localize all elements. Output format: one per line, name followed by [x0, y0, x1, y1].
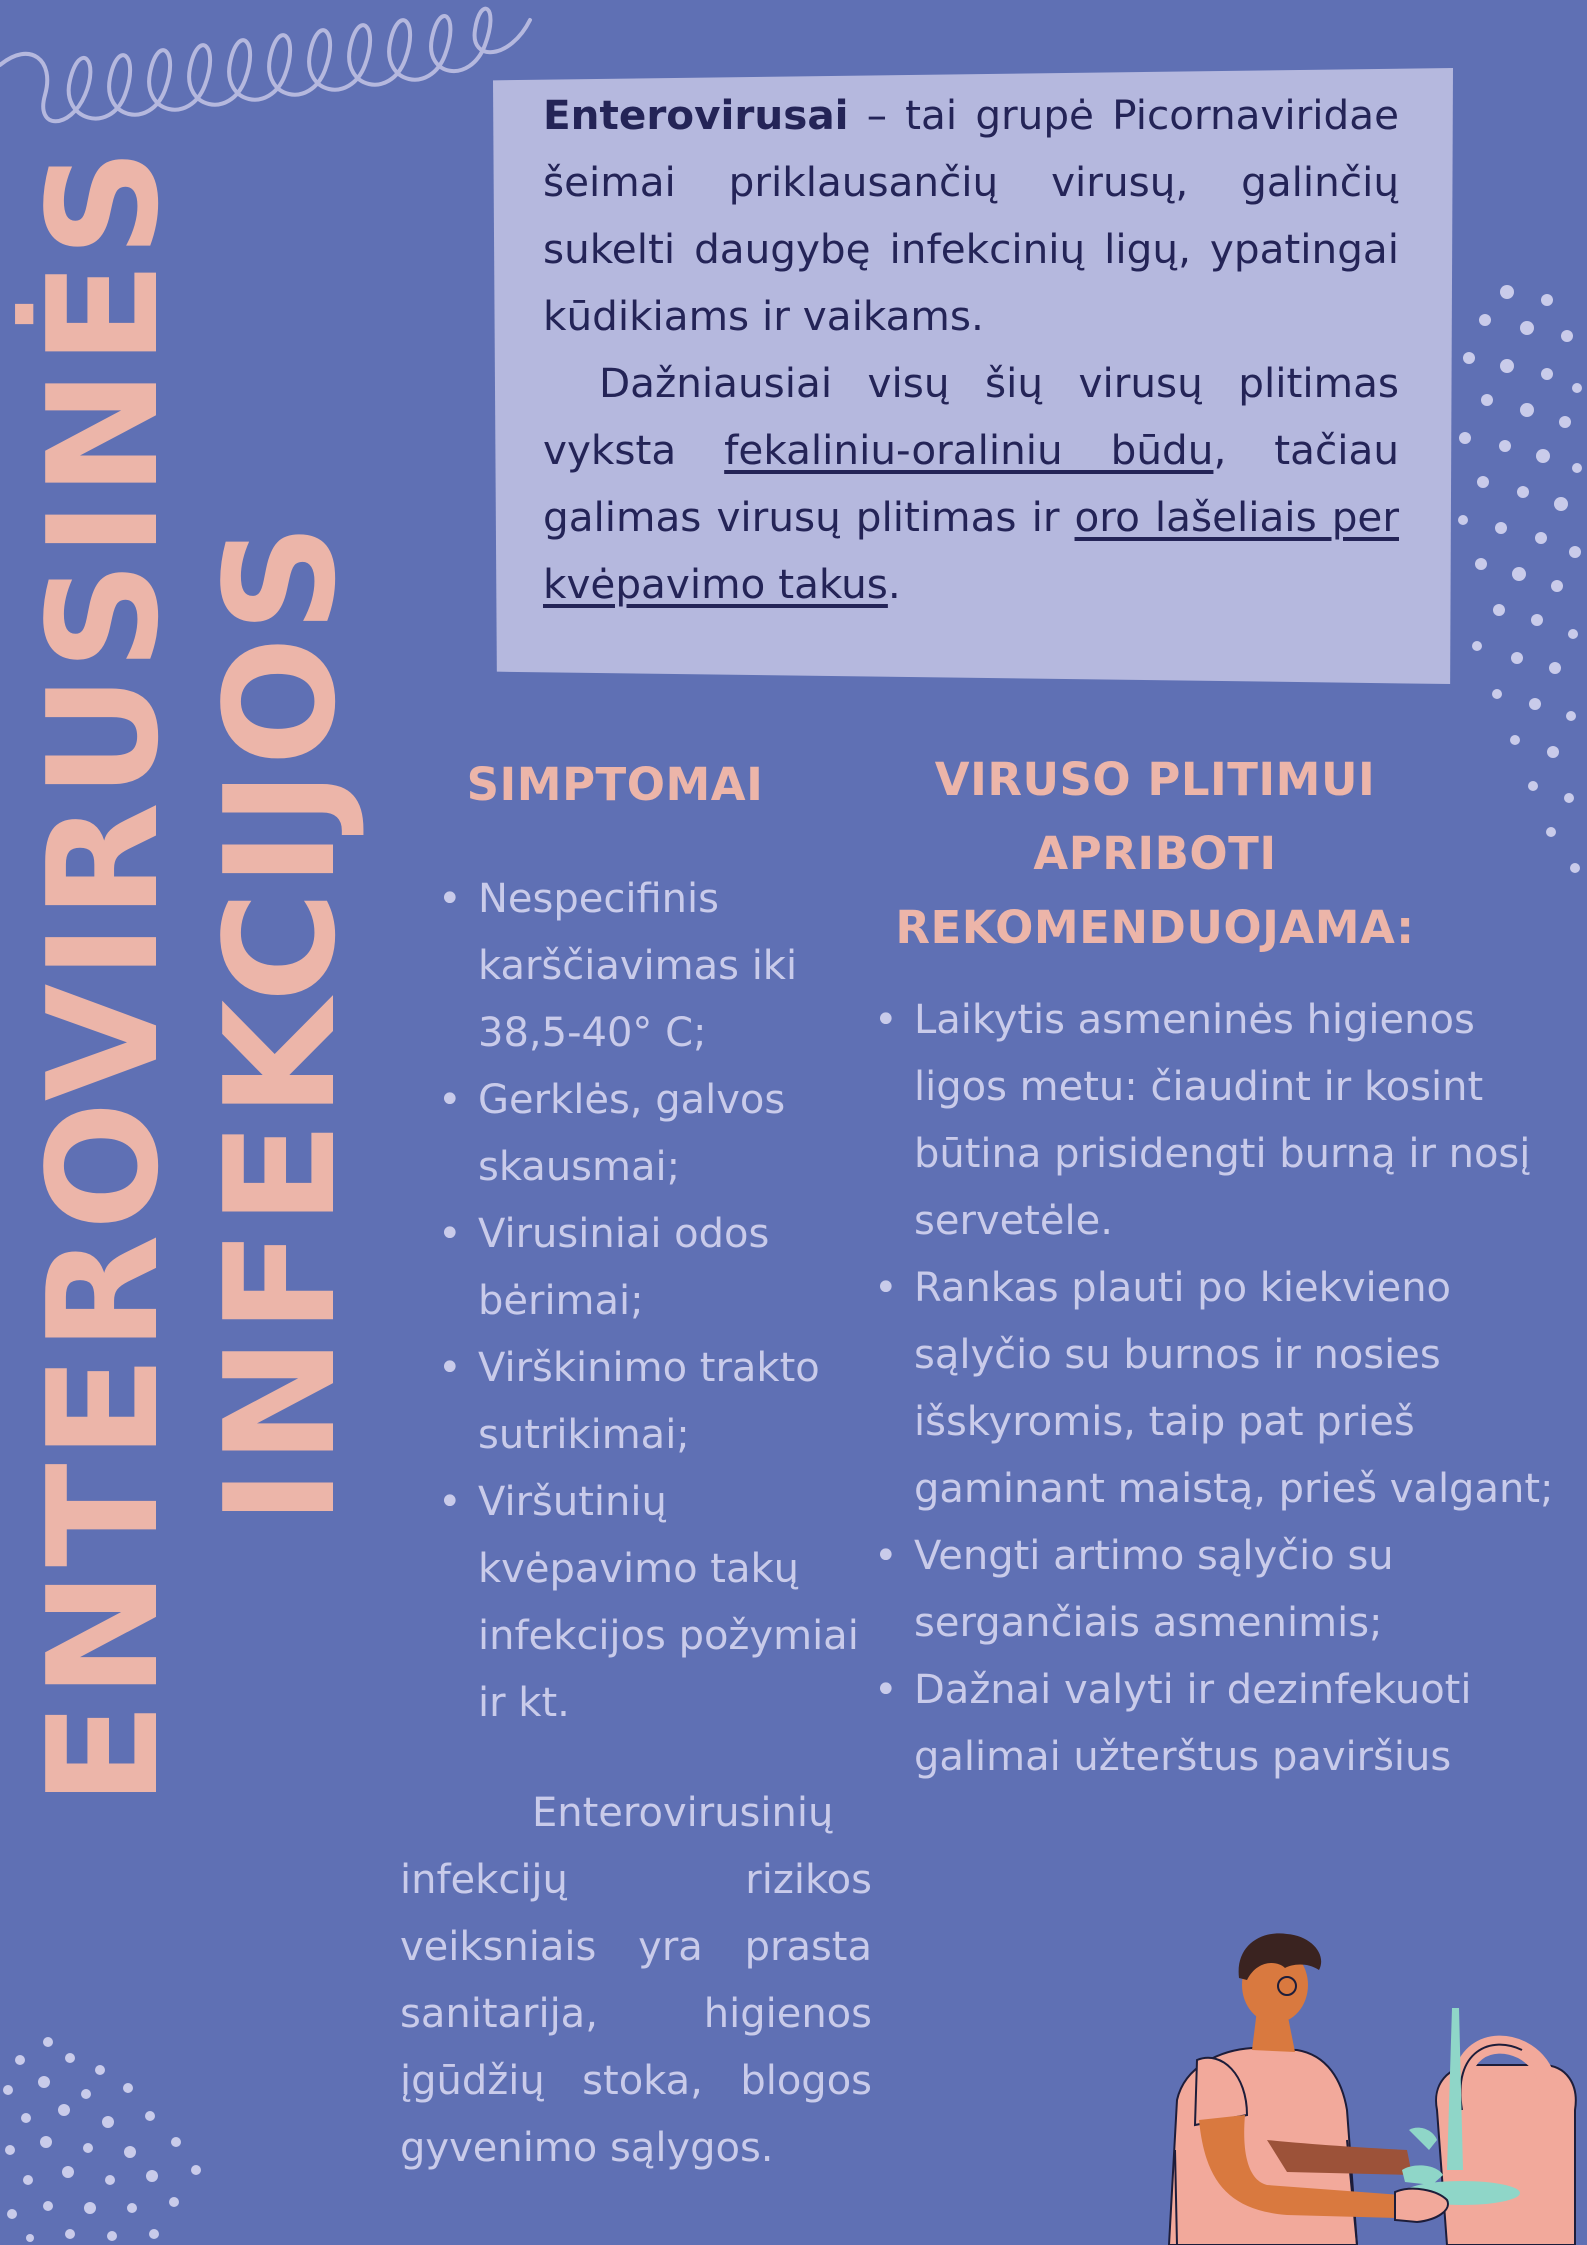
dots-pattern-icon [0, 2030, 210, 2245]
intro-text [543, 82, 1399, 618]
title-line-1: ENTEROVIRUSINĖS [15, 144, 192, 1806]
recommendations-list [872, 987, 1572, 1791]
list-item [436, 866, 876, 1067]
dots-pattern-icon [1447, 270, 1587, 910]
bullet-icon: • [874, 1533, 898, 1579]
intro-term: Enterovirusai [543, 91, 849, 139]
intro-paragraph-2 [543, 350, 1399, 618]
symptoms-list [436, 866, 876, 1737]
bullet-icon: • [874, 1667, 898, 1713]
list-item [436, 1201, 876, 1335]
transmission-fecal-oral: fekaliniu-oraliniu būdu [724, 426, 1214, 474]
bullet-icon: • [438, 876, 462, 922]
recommendation-text: Rankas plauti po kiekvieno sąlyčio su burnos ir nosies išskyromis, taip pat prieš gaminant maistą, prieš valgant; [914, 1265, 1554, 1512]
symptom-text: Virusiniai odos bėrimai; [478, 1211, 770, 1324]
transmission-airborne: oro lašeliais per kvėpavimo takus [543, 493, 1399, 608]
recommendation-text: Laikytis asmeninės higienos ligos metu: čiaudint ir kosint būtina prisidengti burną ir nosį servetėle. [914, 997, 1531, 1244]
list-item [436, 1469, 876, 1737]
list-item [436, 1067, 876, 1201]
recommendations-heading [855, 743, 1455, 965]
symptoms-heading: SIMPTOMAI [466, 758, 764, 811]
symptom-text: Gerklės, galvos skausmai; [478, 1077, 786, 1190]
symptom-text: Virškinimo trakto sutrikimai; [478, 1345, 820, 1458]
symptom-text: Nespecifinis karščiavimas iki 38,5-40° C; [478, 876, 798, 1056]
intro-p2-text-a: Dažniausiai visų šių virusų plitimas vyksta [543, 359, 1399, 474]
intro-paragraph-1 [543, 82, 1399, 350]
bullet-icon: • [438, 1345, 462, 1391]
list-item [872, 1657, 1572, 1791]
heading-line: VIRUSO PLITIMUI [934, 753, 1376, 806]
handwashing-illustration [1147, 1900, 1587, 2245]
intro-definition: – tai grupė Picornaviridae šeimai priklausančių virusų, galinčių sukelti daugybę infekcinių ligų, ypatingai kūdikiams ir vaikams. [543, 91, 1399, 340]
list-item [872, 1523, 1572, 1657]
intro-p2-text-c: . [887, 560, 901, 608]
heading-line: REKOMENDUOJAMA: [895, 901, 1415, 954]
bullet-icon: • [438, 1077, 462, 1123]
list-item [436, 1335, 876, 1469]
bullet-icon: • [874, 997, 898, 1043]
symptom-text: Viršutinių kvėpavimo takų infekcijos požymiai ir kt. [478, 1479, 859, 1726]
risk-factors-paragraph: Enterovirusinių infekcijų rizikos veiksniais yra prasta sanitarija, higienos įgūdžių stoka, blogos gyvenimo sąlygos. [400, 1790, 872, 2171]
list-item [872, 1255, 1572, 1523]
intro-p2-text-b: , tačiau galimas virusų plitimas ir [543, 426, 1400, 541]
list-item [872, 987, 1572, 1255]
heading-line: APRIBOTI [1033, 827, 1277, 880]
title-line-2: INFEKCIJOS [192, 519, 369, 1525]
recommendation-text: Dažnai valyti ir dezinfekuoti galimai užterštus paviršius [914, 1667, 1472, 1780]
bullet-icon: • [438, 1211, 462, 1257]
recommendation-text: Vengti artimo sąlyčio su sergančiais asmenimis; [914, 1533, 1394, 1646]
bullet-icon: • [874, 1265, 898, 1311]
bullet-icon: • [438, 1479, 462, 1525]
